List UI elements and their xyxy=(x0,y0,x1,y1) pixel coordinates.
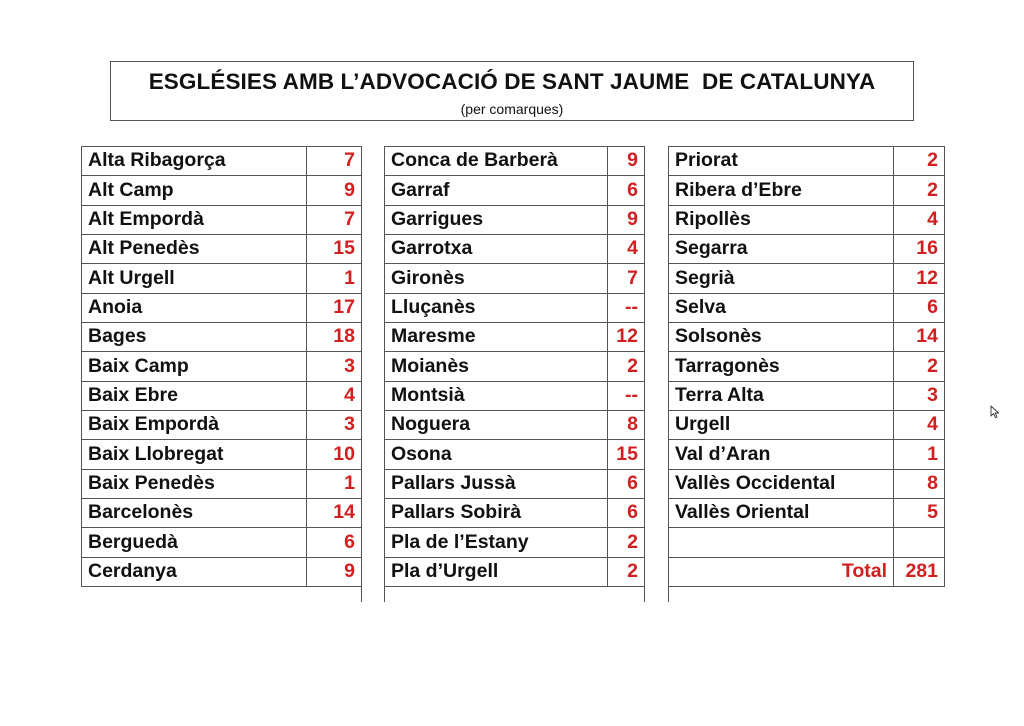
total-label: Total xyxy=(669,557,894,586)
table-row xyxy=(82,498,362,527)
comarca-name: Cerdanya xyxy=(82,557,307,586)
table-row xyxy=(669,147,945,176)
comarques-table-3 xyxy=(668,146,945,587)
comarca-name: Berguedà xyxy=(82,528,307,557)
table-row xyxy=(385,528,645,557)
table-row xyxy=(385,498,645,527)
comarca-name: Pallars Jussà xyxy=(385,469,608,498)
comarca-name: Conca de Barberà xyxy=(385,147,608,176)
table-row xyxy=(82,381,362,410)
church-count xyxy=(894,528,945,557)
comarca-name: Moianès xyxy=(385,352,608,381)
comarca-name: Montsià xyxy=(385,381,608,410)
church-count: 5 xyxy=(894,498,945,527)
comarca-name: Lluçanès xyxy=(385,293,608,322)
comarca-name: Segrià xyxy=(669,264,894,293)
column-gap-2 xyxy=(644,146,669,602)
church-count: 15 xyxy=(307,234,362,263)
comarca-name: Baix Empordà xyxy=(82,410,307,439)
comarca-name: Alt Empordà xyxy=(82,205,307,234)
comarca-name: Pla d’Urgell xyxy=(385,557,608,586)
church-count: 7 xyxy=(307,205,362,234)
church-count: 17 xyxy=(307,293,362,322)
comarca-name: Priorat xyxy=(669,147,894,176)
church-count: 4 xyxy=(307,381,362,410)
comarca-name: Baix Penedès xyxy=(82,469,307,498)
page-subtitle: (per comarques) xyxy=(460,101,564,117)
table-row xyxy=(669,293,945,322)
table-row xyxy=(82,234,362,263)
table-row xyxy=(82,469,362,498)
church-count: 6 xyxy=(608,176,645,205)
church-count: 2 xyxy=(894,147,945,176)
table-row xyxy=(385,352,645,381)
table-row xyxy=(385,557,645,586)
comarca-name: Anoia xyxy=(82,293,307,322)
church-count: 2 xyxy=(608,528,645,557)
comarca-name: Ripollès xyxy=(669,205,894,234)
comarca-name xyxy=(669,528,894,557)
church-count: 1 xyxy=(307,469,362,498)
table-row xyxy=(669,322,945,351)
comarca-name: Urgell xyxy=(669,410,894,439)
church-count: 2 xyxy=(608,352,645,381)
church-count: 9 xyxy=(307,557,362,586)
table-row xyxy=(82,176,362,205)
comarca-name: Alt Penedès xyxy=(82,234,307,263)
comarca-name: Pallars Sobirà xyxy=(385,498,608,527)
table-row xyxy=(385,410,645,439)
table-row xyxy=(385,469,645,498)
table-row xyxy=(669,381,945,410)
comarca-name: Solsonès xyxy=(669,322,894,351)
table-row xyxy=(669,440,945,469)
table-row xyxy=(669,528,945,557)
table-row xyxy=(669,264,945,293)
comarca-name: Selva xyxy=(669,293,894,322)
comarca-name: Terra Alta xyxy=(669,381,894,410)
church-count: -- xyxy=(608,381,645,410)
table-row xyxy=(385,176,645,205)
church-count: 6 xyxy=(608,469,645,498)
church-count: 9 xyxy=(608,147,645,176)
comarca-name: Baix Llobregat xyxy=(82,440,307,469)
table-row xyxy=(385,234,645,263)
page-title: ESGLÉSIES AMB L’ADVOCACIÓ DE SANT JAUME DE CATALUNYA xyxy=(148,69,876,94)
church-count: 8 xyxy=(894,469,945,498)
church-count: 6 xyxy=(307,528,362,557)
church-count: 7 xyxy=(608,264,645,293)
table-row xyxy=(385,264,645,293)
table-row xyxy=(385,293,645,322)
total-value: 281 xyxy=(894,557,945,586)
church-count: 6 xyxy=(894,293,945,322)
table-row xyxy=(385,147,645,176)
church-count: 8 xyxy=(608,410,645,439)
comarca-name: Alta Ribagorça xyxy=(82,147,307,176)
comarca-name: Val d’Aran xyxy=(669,440,894,469)
table-row xyxy=(385,381,645,410)
table-row xyxy=(82,528,362,557)
table-row xyxy=(385,322,645,351)
table-row xyxy=(669,469,945,498)
comarca-name: Barcelonès xyxy=(82,498,307,527)
comarca-name: Pla de l’Estany xyxy=(385,528,608,557)
comarca-name: Vallès Oriental xyxy=(669,498,894,527)
table-row xyxy=(669,205,945,234)
comarca-name: Baix Camp xyxy=(82,352,307,381)
table-row xyxy=(385,440,645,469)
table-row xyxy=(385,205,645,234)
comarques-table-2 xyxy=(384,146,645,587)
comarca-name: Garrigues xyxy=(385,205,608,234)
church-count: 9 xyxy=(608,205,645,234)
table-row xyxy=(669,176,945,205)
table-row xyxy=(82,147,362,176)
table-row xyxy=(82,205,362,234)
comarca-name: Osona xyxy=(385,440,608,469)
church-count: 1 xyxy=(307,264,362,293)
church-count: 2 xyxy=(894,352,945,381)
comarca-name: Baix Ebre xyxy=(82,381,307,410)
church-count: 12 xyxy=(894,264,945,293)
church-count: 7 xyxy=(307,147,362,176)
table-row xyxy=(82,293,362,322)
church-count: 3 xyxy=(307,352,362,381)
column-gap-1 xyxy=(361,146,385,602)
church-count: 18 xyxy=(307,322,362,351)
table-row xyxy=(669,352,945,381)
church-count: 2 xyxy=(608,557,645,586)
table-row xyxy=(82,322,362,351)
church-count: 2 xyxy=(894,176,945,205)
comarca-name: Garraf xyxy=(385,176,608,205)
church-count: 12 xyxy=(608,322,645,351)
comarca-name: Tarragonès xyxy=(669,352,894,381)
church-count: 14 xyxy=(307,498,362,527)
church-count: 4 xyxy=(894,205,945,234)
church-count: 6 xyxy=(608,498,645,527)
church-count: 9 xyxy=(307,176,362,205)
church-count: 4 xyxy=(894,410,945,439)
comarca-name: Ribera d’Ebre xyxy=(669,176,894,205)
table-row xyxy=(82,557,362,586)
church-count: -- xyxy=(608,293,645,322)
church-count: 10 xyxy=(307,440,362,469)
table-row xyxy=(669,234,945,263)
table-row xyxy=(82,440,362,469)
comarca-name: Maresme xyxy=(385,322,608,351)
total-row xyxy=(669,557,945,586)
church-count: 1 xyxy=(894,440,945,469)
table-row xyxy=(82,352,362,381)
table-row xyxy=(669,498,945,527)
comarques-table-1 xyxy=(81,146,362,587)
church-count: 3 xyxy=(894,381,945,410)
title-box xyxy=(110,61,914,121)
comarca-name: Alt Camp xyxy=(82,176,307,205)
comarca-name: Bages xyxy=(82,322,307,351)
church-count: 16 xyxy=(894,234,945,263)
church-count: 4 xyxy=(608,234,645,263)
church-count: 15 xyxy=(608,440,645,469)
comarca-name: Noguera xyxy=(385,410,608,439)
comarca-name: Gironès xyxy=(385,264,608,293)
comarca-name: Vallès Occidental xyxy=(669,469,894,498)
mouse-pointer-icon xyxy=(990,405,1000,419)
comarca-name: Garrotxa xyxy=(385,234,608,263)
comarca-name: Alt Urgell xyxy=(82,264,307,293)
comarca-name: Segarra xyxy=(669,234,894,263)
table-row xyxy=(82,264,362,293)
church-count: 3 xyxy=(307,410,362,439)
table-row xyxy=(82,410,362,439)
church-count: 14 xyxy=(894,322,945,351)
table-row xyxy=(669,410,945,439)
